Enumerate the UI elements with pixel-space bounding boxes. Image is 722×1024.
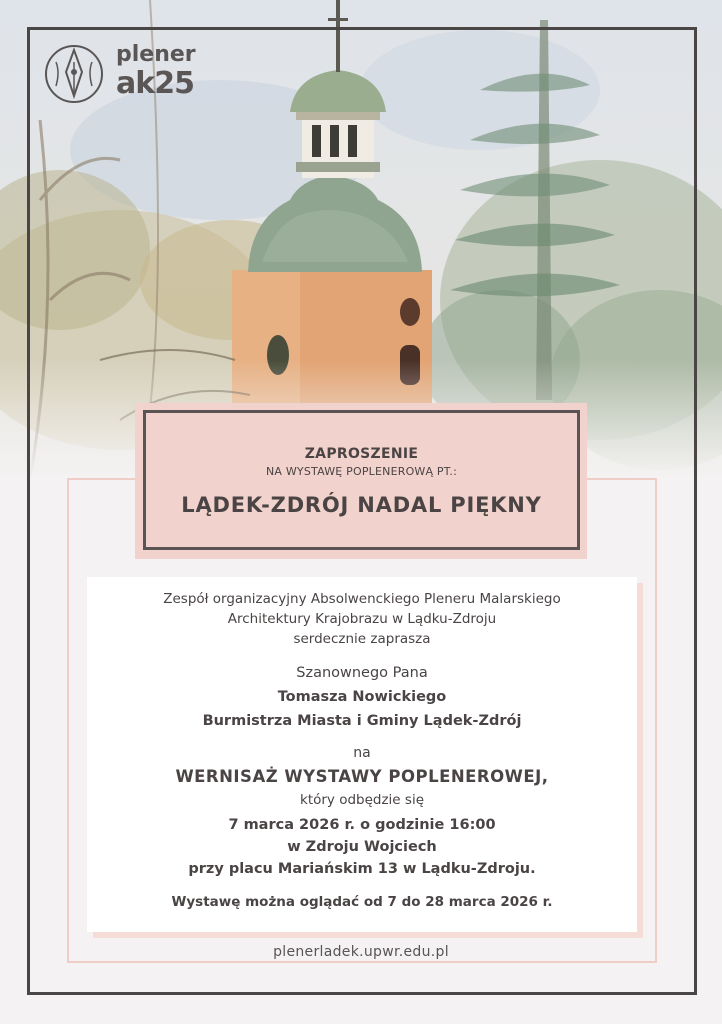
occurs-text: który odbędzie się xyxy=(300,792,424,808)
intro-text xyxy=(87,589,637,649)
exhibition-title: LĄDEK-ZDRÓJ NADAL PIĘKNY xyxy=(181,493,542,517)
invitation-subheading: NA WYSTAWĘ POPLENEROWĄ PT.: xyxy=(266,465,457,478)
salutation: Szanownego Pana xyxy=(296,665,428,681)
invitation-card xyxy=(87,577,637,932)
event-date: 7 marca 2026 r. o godzinie 16:00 xyxy=(228,817,496,833)
na-text: na xyxy=(353,745,371,761)
event-title: WERNISAŻ WYSTAWY POPLENEROWEJ, xyxy=(175,767,549,786)
event-venue: w Zdroju Wojciech xyxy=(287,839,437,855)
invitation-heading: ZAPROSZENIE xyxy=(304,446,419,462)
event-address: przy placu Mariańskim 13 w Lądku-Zdroju. xyxy=(188,861,536,877)
intro-line: Zespół organizacyjny Absolwenckiego Pleneru Malarskiego xyxy=(163,591,561,607)
addressee-role: Burmistrza Miasta i Gminy Lądek-Zdrój xyxy=(202,713,522,729)
addressee-name: Tomasza Nowickiego xyxy=(277,689,447,705)
event-details xyxy=(87,814,637,880)
intro-line: Architektury Krajobrazu w Lądku-Zdroju xyxy=(227,611,497,627)
title-box xyxy=(143,410,580,550)
website-link[interactable]: plenerladek.upwr.edu.pl xyxy=(273,944,449,960)
logo-line2: ak25 xyxy=(116,66,194,101)
intro-line: serdecznie zaprasza xyxy=(293,631,431,647)
addressee xyxy=(87,661,637,733)
logo-line1: plener xyxy=(116,42,196,67)
viewing-period: Wystawę można oglądać od 7 do 28 marca 2026 r. xyxy=(171,894,553,910)
